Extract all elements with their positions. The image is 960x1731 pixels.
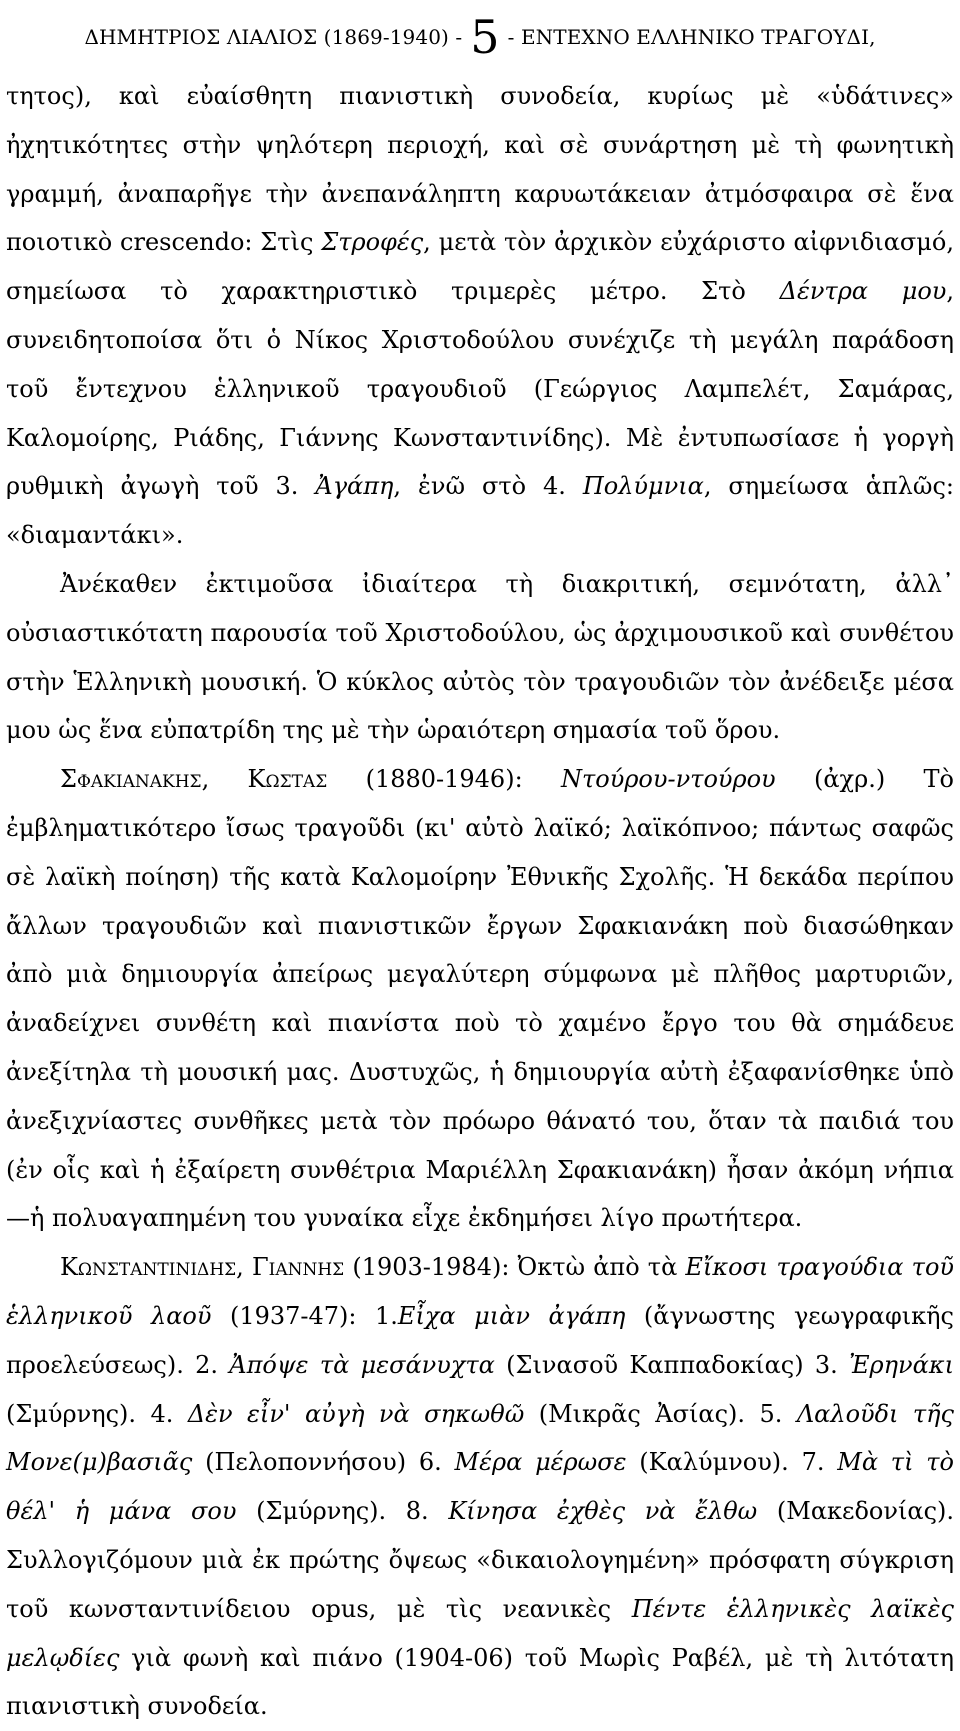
text-span: (Καλύμνου). 7.	[626, 1448, 838, 1477]
text-span: (Σινασοῦ Καππαδοκίας) 3.	[494, 1350, 850, 1379]
song-title: Στροφές	[321, 228, 424, 257]
text-span: (1937-47): 1.	[211, 1301, 398, 1330]
text-span: (Πελοποννήσου) 6.	[192, 1448, 455, 1477]
text-span: (Μικρᾶς Ἀσίας). 5.	[524, 1399, 797, 1428]
paragraph-christodoulou-appreciation	[6, 560, 954, 755]
collection-title: Εἴκοσι τραγούδια τοῦ ἑλληνικοῦ λαοῦ	[6, 1253, 954, 1330]
text-span: γιὰ φωνὴ καὶ πιάνο (1904-06) τοῦ Μωρὶς Ραβέλ, μὲ τὴ λιτότατη πιανιστικὴ συνοδεία.	[6, 1643, 954, 1721]
song-title: Εἶχα μιὰν ἀγάπη	[397, 1301, 626, 1330]
song-title: Κίνησα ἐχθὲς νὰ ἔλθω	[448, 1497, 758, 1526]
text-span: τητος), καὶ εὐαίσθητη πιανιστικὴ συνοδεία, κυρίως μὲ «ὑδάτινες» ἠχητικότητες στὴν ψηλότερη περιοχή, καὶ σὲ συνάρτηση μὲ τὴ φωνητικὴ γραμμή, ἀναπαρῆγε τὴν ἀνεπανάληπτη καρυωτάκειαν ἀτμόσφαιρα σὲ ἕνα ποιοτικὸ crescendo: Στὶς	[6, 82, 954, 257]
song-title: Ἐρηνάκι	[849, 1350, 954, 1379]
song-title: Ἀγάπη	[315, 472, 394, 501]
text-span: (Μακεδονίας). Συλλογιζόμουν μιὰ ἐκ πρώτης ὄψεως «δικαιολογημένη» πρόσφατη σύγκριση τοῦ κωνσταντινίδειου opus, μὲ τὶς νεανικὲς	[6, 1497, 955, 1623]
paragraph-christodoulou-continued	[6, 72, 954, 560]
body-text	[6, 72, 954, 1731]
paragraph-sfakianakis	[6, 755, 954, 1243]
text-span: , μετὰ τὸν ἀρχικὸν εὐχάριστο αἰφνιδιασμό, σημείωσα τὸ χαρακτηριστικὸ τριμερὲς μέτρο. Στὸ	[6, 228, 954, 306]
text-span: (Σμύρνης). 4.	[6, 1399, 188, 1428]
header-left: ΔΗΜΗΤΡΙΟΣ ΛΙΑΛΙΟΣ (1869-1940) -	[84, 25, 463, 49]
text-span: , σημείωσα ἁπλῶς: «διαμαντάκι».	[6, 472, 954, 550]
page-number: 5	[470, 10, 500, 64]
text-span: (ἀχρ.) Τὸ ἐμβληματικότερο ἴσως τραγοῦδι (κι' αὐτὸ λαϊκό; λαϊκόπνοο; πάντως σαφῶς σὲ λαϊκὴ ποίηση) τῆς κατὰ Καλομοίρην Ἐθνικῆς Σχολῆς. Ἡ δεκάδα περίπου ἄλλων τραγουδιῶν καὶ πιανιστικῶν ἔργων Σφακιανάκη ποὺ διασώθηκαν ἀπὸ μιὰ δημιουργία ἀπείρως μεγαλύτερη σύμφωνα μὲ πλῆθος μαρτυριῶν, ἀναδείχνει συνθέτη καὶ πιανίστα ποὺ τὸ χαμένο ἔργο του θὰ σημάδευε ἀνεξίτηλα τὴ μουσική μας. Δυστυχῶς, ἡ δημιουργία αὐτὴ ἐξαφανίσθηκε ὑπὸ ἀνεξιχνίαστες συνθῆκες μετὰ τὸν πρόωρο θάνατό του, ὅταν τὰ παιδιά του (ἐν οἷς καὶ ἡ ἐξαίρετη συνθέτρια Μαριέλλη Σφακιανάκη) ἦσαν ἀκόμη νήπια—ἡ πολυαγαπημένη του γυναίκα εἶχε ἐκδημήσει λίγο πρωτήτερα.	[6, 765, 954, 1233]
song-title: Ἀπόψε τὰ μεσάνυχτα	[229, 1350, 495, 1379]
text-span: (ἄγνωστης γεωγραφικῆς προελεύσεως). 2.	[6, 1301, 954, 1379]
text-span: (1903-1984): Ὀκτὼ ἀπὸ τὰ	[344, 1253, 686, 1282]
header-right: - ΕΝΤΕΧΝΟ ΕΛΛΗΝΙΚΟ ΤΡΑΓΟΥΔΙ,	[507, 25, 876, 49]
song-title: Πολύμνια	[582, 472, 704, 501]
text-span: , συνειδητοποίσα ὅτι ὁ Νίκος Χριστοδούλου συνέχιζε τὴ μεγάλη παράδοση τοῦ ἔντεχνου ἑλληνικοῦ τραγουδιοῦ (Γεώργιος Λαμπελέτ, Σαμάρας, Καλομοίρης, Ριάδης, Γιάννης Κωνσταντινίδης). Μὲ ἐντυπωσίασε ἡ γοργὴ ρυθμικὴ ἀγωγὴ τοῦ 3.	[6, 277, 954, 501]
song-title: Ντούρου-ντούρου	[561, 765, 776, 794]
text-span: Ἀνέκαθεν ἐκτιμοῦσα ἰδιαίτερα τὴ διακριτική, σεμνότατη, ἀλλ᾽ οὐσιαστικότατη παρουσία τοῦ Χριστοδούλου, ὡς ἀρχιμουσικοῦ καὶ συνθέτου στὴν Ἑλληνικὴ μουσική. Ὁ κύκλος αὐτὸς τὸν τραγουδιῶν τὸν ἀνέδειξε μέσα μου ὡς ἕνα εὐπατρίδη της μὲ τὴν ὡραιότερη σημασία τοῦ ὅρου.	[6, 569, 954, 745]
running-header	[6, 4, 954, 70]
text-span: (1880-1946):	[327, 765, 561, 794]
document-page	[6, 0, 955, 1721]
text-span: , ἐνῶ στὸ 4.	[393, 472, 583, 501]
song-title: Μέρα μέρωσε	[454, 1448, 627, 1477]
text-span: (Σμύρνης). 8.	[236, 1497, 449, 1526]
paragraph-konstantinidis	[6, 1243, 954, 1731]
song-title: Δέντρα μου	[779, 277, 947, 306]
composer-name: Κωνσταντινιδης, Γιαννης	[60, 1253, 345, 1282]
song-title: Δὲν εἶν' αὐγὴ νὰ σηκωθῶ	[187, 1399, 525, 1428]
composer-name: Σφακιανακης, Κωστας	[60, 765, 328, 794]
collection-title: Πέντε ἑλληνικὲς λαϊκὲς μελῳδίες	[6, 1594, 954, 1672]
song-title: Λαλοῦδι τῆς Μονε(μ)βασιᾶς	[6, 1399, 954, 1477]
song-title: Μὰ τὶ τὸ θέλ' ἡ μάνα σου	[6, 1448, 954, 1526]
